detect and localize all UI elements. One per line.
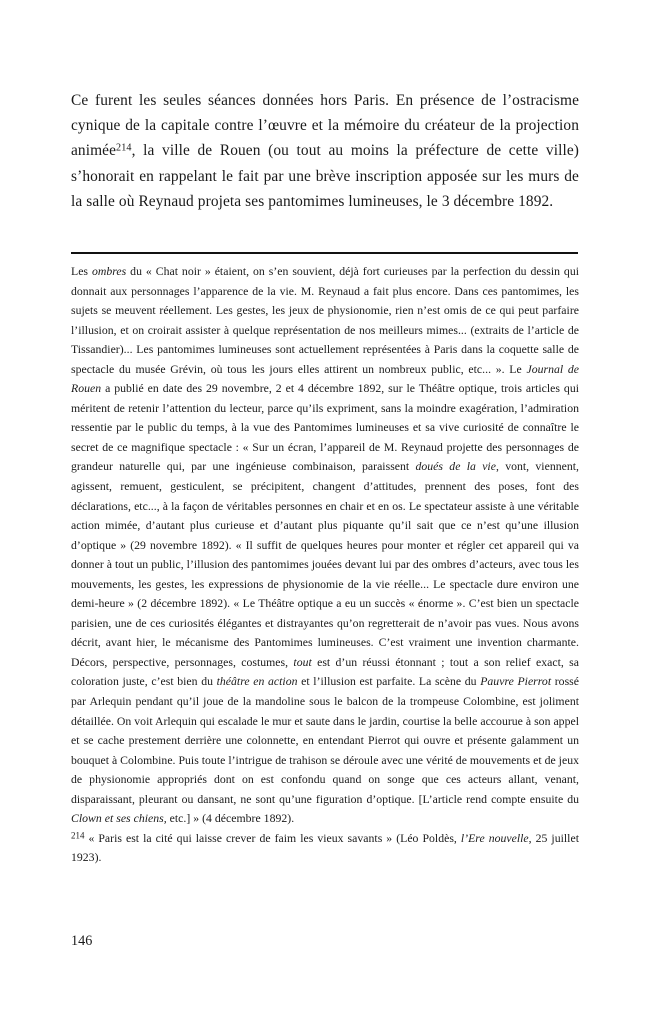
footnote-italic-text: Pauvre Pierrot: [480, 675, 552, 689]
body-paragraph: [71, 88, 579, 214]
footnote-text: , 25 juillet 1923).: [71, 831, 579, 865]
footnote-entry-214: [71, 829, 579, 868]
footnote-text: rossé par Arlequin pendant qu’il joue de la mandoline sous le balcon de la trompeuse Colombine, est joliment détaillée. On voit Arlequin qui escalade le mur et saute dans le jardin, courtise la belle accourue à son appel et se cache prestement derrière une colonnette, en entendant Pierrot qui ouvre et présente galamment un bouquet à Colombine. Puis toute l’intrigue de trahison se déroule avec une vérité de mouvements et de jeux de physionomie appropriés dont on est confondu quand on songe que ces acteurs allant, venant, disparaissant, pleurant ou dansant, ne sont qu’une figuration d’optique. [L’article rend compte ensuite du: [71, 675, 579, 806]
footnote-text: etc.] » (4 décembre 1892).: [166, 812, 295, 826]
footnote-entry-unnumbered: [71, 262, 579, 829]
body-text-block: [71, 88, 579, 214]
footnote-separator-rule: [71, 252, 578, 254]
footnote-italic-text: Clown et ses chiens,: [71, 812, 167, 826]
footnote-italic-text: l’Ere nouvelle: [460, 831, 529, 845]
footnote-text: , vont, viennent, agissent, remuent, gesticulent, se précipitent, changent d’attitudes, prennent des poses, font des déclarations, etc..., à la façon de véritables personnes en chair et en os. Le spectateur assiste à une véritable action mimée, d’autant plus curieuse et d’autant plus piquante qu’il sait que ce n’est qu’une illusion d’optique » (29 novembre 1892). « Il suffit de quelques heures pour monter et régler cet appareil qui va donner à tout un public, l’illusion des pantomimes jouées devant lui par des ombres d’acteurs, avec tous les mouvements, les gestes, les expressions de physionomie de la vie réelle... Le spectacle dure environ une demi-heure » (2 décembre 1892). « Le Théâtre optique a eu un succès « énorme ». C’est bien un spectacle parisien, une de ces curiosités élégantes et distrayantes qu’on regretterait de n’avoir pas vues. Nous avons décrit, avant hier, le mécanisme des Pantomimes lumineuses. C’est vraiment une invention charmante. Décors, perspective, personnages, costumes,: [71, 460, 579, 669]
footnote-text: a publié en date des 29 novembre, 2 et 4 décembre 1892, sur le Théâtre optique, trois articles qui méritent de retenir l’attention du lecteur, parce qu’ils expriment, sans la moindre exagération, l’admiration ressentie par le public du temps, à la vue des Pantomimes lumineuses et sa vive curiosité de connaître le secret de ce magnifique spectacle : « Sur un écran, l’appareil de M. Reynaud projette des personnages de grandeur naturelle qui, par une ingénieuse combinaison, paraissent: [71, 382, 579, 474]
footnote-italic-text: Journal de Rouen: [71, 362, 580, 396]
footnote-marker: 214: [71, 830, 85, 841]
footnote-italic-text: ombres: [91, 265, 127, 278]
footnote-reference-214[interactable]: 214: [116, 142, 132, 154]
footnote-italic-text: tout: [293, 655, 312, 669]
footnote-italic-text: théâtre en action: [216, 675, 298, 689]
page-number: 146: [71, 933, 93, 949]
body-paragraph-after-note: , la ville de Rouen (ou tout au moins la préfecture de cette ville) s’honorait en rappelant le fait par une brève inscription apposée sur les murs de la salle où Reynaud projeta ses pantomimes lumineuses, le 3 décembre 1892.: [71, 142, 579, 210]
footnote-text: Les: [71, 265, 92, 278]
footnote-text: « Paris est la cité qui laisse crever de faim les vieux savants » (Léo Poldès,: [84, 831, 461, 845]
footnote-block: [71, 262, 579, 868]
body-paragraph-before-note: Ce furent les seules séances données hors Paris. En présence de l’ostracisme cynique de la capitale contre l’œuvre et la mémoire du créateur de la projection animée: [71, 92, 579, 160]
footnote-text: est d’un réussi étonnant ; tout a son relief exact, sa coloration juste, c’est bien du: [71, 655, 579, 689]
footnote-italic-text: doués de la vie: [415, 460, 496, 474]
footnote-text: et l’illusion est parfaite. La scène du: [297, 675, 481, 689]
footnote-text: du « Chat noir » étaient, on s’en souvient, déjà fort curieuses par la perfection du dessin qui donnait aux personnages l’apparence de la vie. M. Reynaud a fait plus encore. Dans ces pantomimes, les sujets se meuvent réellement. Les gestes, les jeux de physionomie, rien n’est omis de ce qui peut parfaire l’illusion, et on croirait assister à quelque représentation de nos meilleurs mimes... (extraits de l’article de Tissandier)... Les pantomimes lumineuses sont actuellement représentées à Paris dans la coquette salle de spectacle du musée Grévin, où tous les jours elles attirent un nombreux public, etc... ». Le: [71, 265, 580, 376]
